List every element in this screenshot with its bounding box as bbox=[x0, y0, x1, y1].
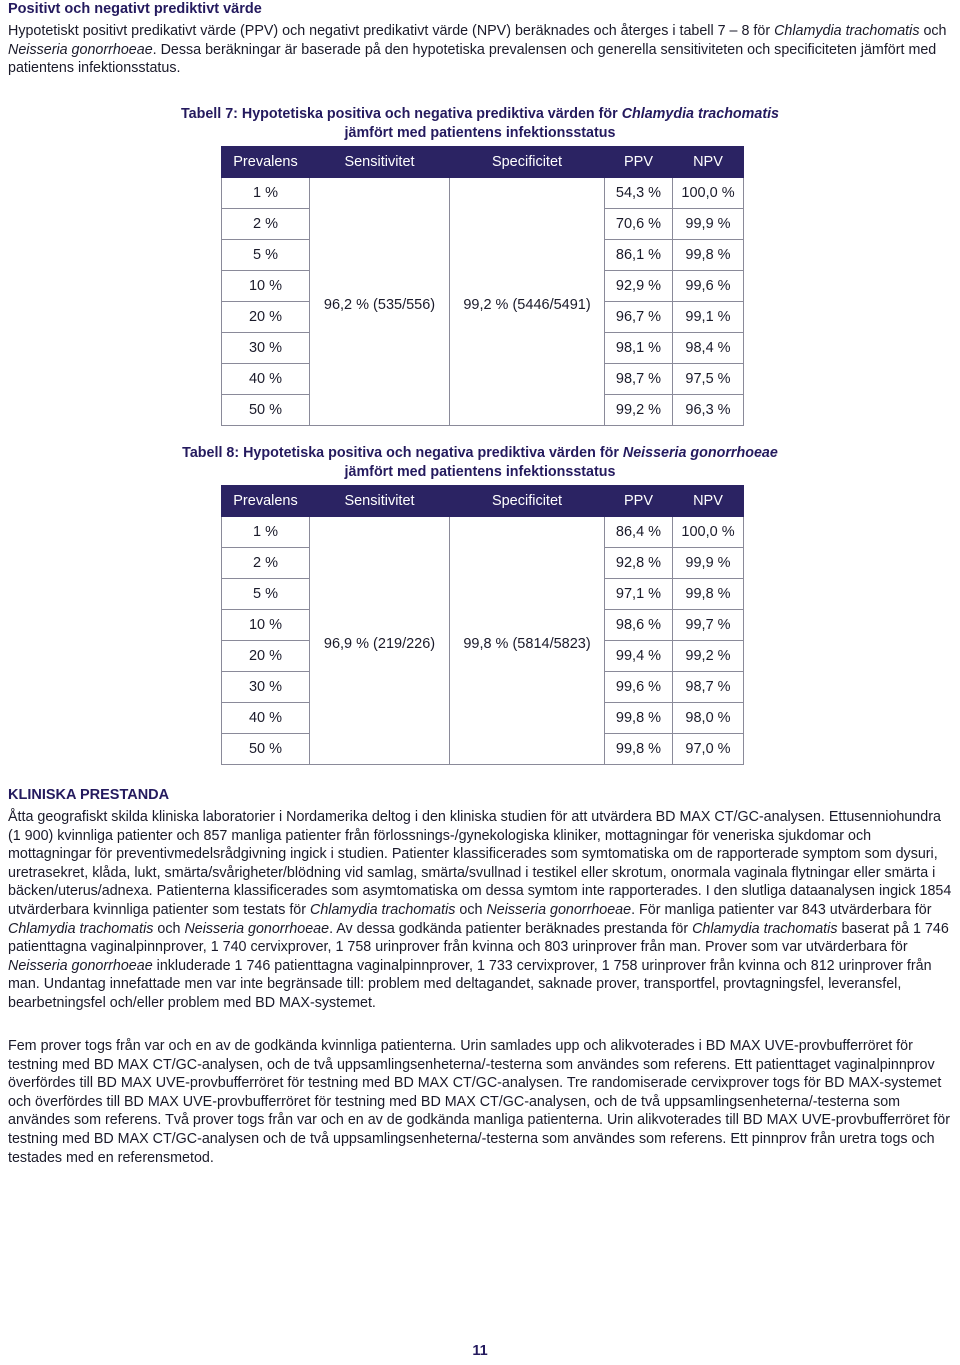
section-title: Positivt och negativt prediktivt värde bbox=[8, 1, 262, 17]
table8-header-row bbox=[222, 486, 744, 517]
npv-cell: 99,2 % bbox=[673, 641, 744, 672]
npv-cell: 100,0 % bbox=[673, 178, 744, 209]
table7-caption-line2: jämfört med patientens infektionsstatus bbox=[344, 125, 616, 141]
ppv-cell: 98,7 % bbox=[605, 364, 673, 395]
npv-cell: 99,7 % bbox=[673, 610, 744, 641]
clinical-text-d: baserat på 1 746 patienttagna vaginalpinnprover, 1 740 cervixprover, 1 758 urinprover från kvinna och 803 urinprover från man. Prover som var utvärderbara för bbox=[8, 920, 949, 956]
ppv-cell: 86,1 % bbox=[605, 240, 673, 271]
organism-ct: Chlamydia trachomatis bbox=[774, 23, 920, 39]
organism-ng: Neisseria gonorrhoeae bbox=[486, 901, 632, 918]
table-row bbox=[222, 517, 744, 548]
npv-cell: 99,9 % bbox=[673, 548, 744, 579]
sensitivity-cell: 96,9 % (219/226) bbox=[310, 517, 450, 765]
prevalence-cell: 40 % bbox=[222, 703, 310, 734]
prevalence-cell: 5 % bbox=[222, 579, 310, 610]
ppv-cell: 99,6 % bbox=[605, 672, 673, 703]
ppv-cell: 98,1 % bbox=[605, 333, 673, 364]
prevalence-cell: 1 % bbox=[222, 178, 310, 209]
specificity-cell: 99,2 % (5446/5491) bbox=[450, 178, 605, 426]
clinical-text-c: . Av dessa godkända patienter beräknades prestanda för bbox=[329, 920, 689, 937]
npv-cell: 98,4 % bbox=[673, 333, 744, 364]
ppv-cell: 54,3 % bbox=[605, 178, 673, 209]
table7-header-ppv: PPV bbox=[605, 147, 673, 178]
table7-caption bbox=[0, 105, 960, 143]
clinical-paragraph-2: Fem prover togs från var och en av de godkända kvinnliga patienterna. Urin samlades upp och alikvoterades i BD MAX UVE-provbufferröret för testning med BD MAX CT/GC-analysen, och de två uppsamlingsenheterna/-testerna som användes som referens. Ett patienttaget vaginalpinnprov överfördes till BD MAX UVE-provbufferröret för testning med BD MAX CT/GC-analysen. Tre randomiserade cervixprover togs för BD MAX-systemet och överfördes till BD MAX UVE-provbufferröret för testning med BD MAX CT/GC-analysen, och de två uppsamlingsenheterna/-testerna som användes som referens. Två prover togs från var och en av de godkända manliga patienterna. Urin alikvoterades till BD MAX UVE-provbufferröret för testning med BD MAX CT/GC-analysen och de två uppsamlingsenheterna/-testerna som användes som referens. Ett pinnprov från uretra togs och testades med en referensmetod. bbox=[8, 1038, 950, 1166]
ppv-cell: 70,6 % bbox=[605, 209, 673, 240]
npv-cell: 97,5 % bbox=[673, 364, 744, 395]
table8-caption-organism: Neisseria gonorrhoeae bbox=[622, 445, 778, 461]
clinical-and: och bbox=[157, 920, 181, 937]
sensitivity-cell: 96,2 % (535/556) bbox=[310, 178, 450, 426]
table8-caption-line2: jämfört med patientens infektionsstatus bbox=[344, 464, 616, 480]
clinical-heading: KLINISKA PRESTANDA bbox=[8, 787, 170, 803]
intro-text-2: . Dessa beräkningar är baserade på den hypotetiska prevalensen och generella sensitiviteten och specificiteten jämfört med patientens infektionsstatus. bbox=[8, 41, 937, 77]
ppv-cell: 92,9 % bbox=[605, 271, 673, 302]
table7-header-sensitivitet: Sensitivitet bbox=[310, 147, 450, 178]
ppv-cell: 86,4 % bbox=[605, 517, 673, 548]
table8-header-prevalens: Prevalens bbox=[222, 486, 310, 517]
npv-cell: 98,7 % bbox=[673, 672, 744, 703]
clinical-text-a: Åtta geografiskt skilda kliniska laboratorier i Nordamerika deltog i den kliniska studien för att utvärdera BD MAX CT/GC-analysen. Ettusenniohundra (1 900) kvinnliga patienter och 857 manliga patienter från förlossnings-/gynekologiska kliniker, mottagningar för veneriska sjukdomar och mottagningar för preventivmedelsrådgivning ingick i studien. Patienter klassificerades som symtomatiska om de rapporterade symptom som dysuri, uretrasekret, klåda, lukt, smärta/svårigheter/blödning vid samlag, smärta/svullnad i testikel eller skrotum, onormala vaginala flytningar eller smärta i bäcken/uterus/adnexa. Patienterna klassificerades som asymtomatiska om dessa symtom inte rapporterades. I den slutliga dataanalysen ingick 1854 utvärderbara kvinnliga patienter som testats för bbox=[8, 809, 952, 918]
ppv-cell: 92,8 % bbox=[605, 548, 673, 579]
ppv-cell: 96,7 % bbox=[605, 302, 673, 333]
prevalence-cell: 20 % bbox=[222, 641, 310, 672]
organism-ct: Chlamydia trachomatis bbox=[310, 901, 456, 918]
table7-header-npv: NPV bbox=[673, 147, 744, 178]
prevalence-cell: 10 % bbox=[222, 610, 310, 641]
table8-header-sensitivitet: Sensitivitet bbox=[310, 486, 450, 517]
table7-caption-organism: Chlamydia trachomatis bbox=[621, 106, 780, 122]
clinical-text-e: inkluderade 1 746 patienttagna vaginalpinnprover, 1 733 cervixprover, 1 758 urinprover från kvinna och 812 urinprover från man. Undantag innefattade men var inte begränsade till: problem med deltagandet, saknade prover, transportfel, provtagningsfel, leveransfel, bearbetningsfel och/eller problem med BD MAX-systemet. bbox=[8, 957, 932, 1011]
npv-cell: 99,9 % bbox=[673, 209, 744, 240]
prevalence-cell: 2 % bbox=[222, 548, 310, 579]
clinical-text-b: . För manliga patienter var 843 utvärderbara för bbox=[631, 901, 932, 918]
npv-cell: 99,6 % bbox=[673, 271, 744, 302]
npv-cell: 99,8 % bbox=[673, 579, 744, 610]
prevalence-cell: 30 % bbox=[222, 672, 310, 703]
ppv-cell: 98,6 % bbox=[605, 610, 673, 641]
table7-caption-pre: Tabell 7: Hypotetiska positiva och negativa prediktiva värden för bbox=[180, 106, 618, 122]
clinical-paragraph-1 bbox=[8, 808, 954, 1013]
organism-ng: Neisseria gonorrhoeae bbox=[8, 41, 153, 58]
prevalence-cell: 50 % bbox=[222, 734, 310, 765]
organism-ct: Chlamydia trachomatis bbox=[8, 920, 154, 937]
ppv-cell: 99,2 % bbox=[605, 395, 673, 426]
table7-header-specificitet: Specificitet bbox=[450, 147, 605, 178]
intro-text-1: Hypotetiskt positivt predikativt värde (PPV) och negativt predikativt värde (NPV) beräknades och återges i tabell 7 – 8 för bbox=[8, 23, 771, 39]
page-number: 11 bbox=[472, 1343, 488, 1359]
prevalence-cell: 10 % bbox=[222, 271, 310, 302]
table8-header-specificitet: Specificitet bbox=[450, 486, 605, 517]
specificity-cell: 99,8 % (5814/5823) bbox=[450, 517, 605, 765]
table8 bbox=[221, 485, 744, 765]
prevalence-cell: 30 % bbox=[222, 333, 310, 364]
intro-and: och bbox=[923, 23, 947, 39]
ppv-cell: 99,4 % bbox=[605, 641, 673, 672]
organism-ng: Neisseria gonorrhoeae bbox=[8, 957, 153, 974]
table7 bbox=[221, 146, 744, 426]
table8-header-npv: NPV bbox=[673, 486, 744, 517]
ppv-cell: 99,8 % bbox=[605, 734, 673, 765]
prevalence-cell: 40 % bbox=[222, 364, 310, 395]
ppv-cell: 97,1 % bbox=[605, 579, 673, 610]
organism-ng: Neisseria gonorrhoeae bbox=[184, 920, 330, 937]
intro-paragraph bbox=[8, 22, 954, 78]
ppv-cell: 99,8 % bbox=[605, 703, 673, 734]
table8-header-ppv: PPV bbox=[605, 486, 673, 517]
npv-cell: 99,8 % bbox=[673, 240, 744, 271]
table8-caption-pre: Tabell 8: Hypotetiska positiva och negativa prediktiva värden för bbox=[182, 445, 619, 461]
npv-cell: 100,0 % bbox=[673, 517, 744, 548]
table7-header-prevalens: Prevalens bbox=[222, 147, 310, 178]
npv-cell: 97,0 % bbox=[673, 734, 744, 765]
npv-cell: 99,1 % bbox=[673, 302, 744, 333]
prevalence-cell: 5 % bbox=[222, 240, 310, 271]
table-row bbox=[222, 178, 744, 209]
table7-header-row bbox=[222, 147, 744, 178]
prevalence-cell: 1 % bbox=[222, 517, 310, 548]
npv-cell: 96,3 % bbox=[673, 395, 744, 426]
prevalence-cell: 50 % bbox=[222, 395, 310, 426]
clinical-and: och bbox=[459, 901, 483, 918]
table8-caption bbox=[0, 444, 960, 482]
npv-cell: 98,0 % bbox=[673, 703, 744, 734]
prevalence-cell: 2 % bbox=[222, 209, 310, 240]
organism-ct: Chlamydia trachomatis bbox=[692, 920, 838, 937]
prevalence-cell: 20 % bbox=[222, 302, 310, 333]
